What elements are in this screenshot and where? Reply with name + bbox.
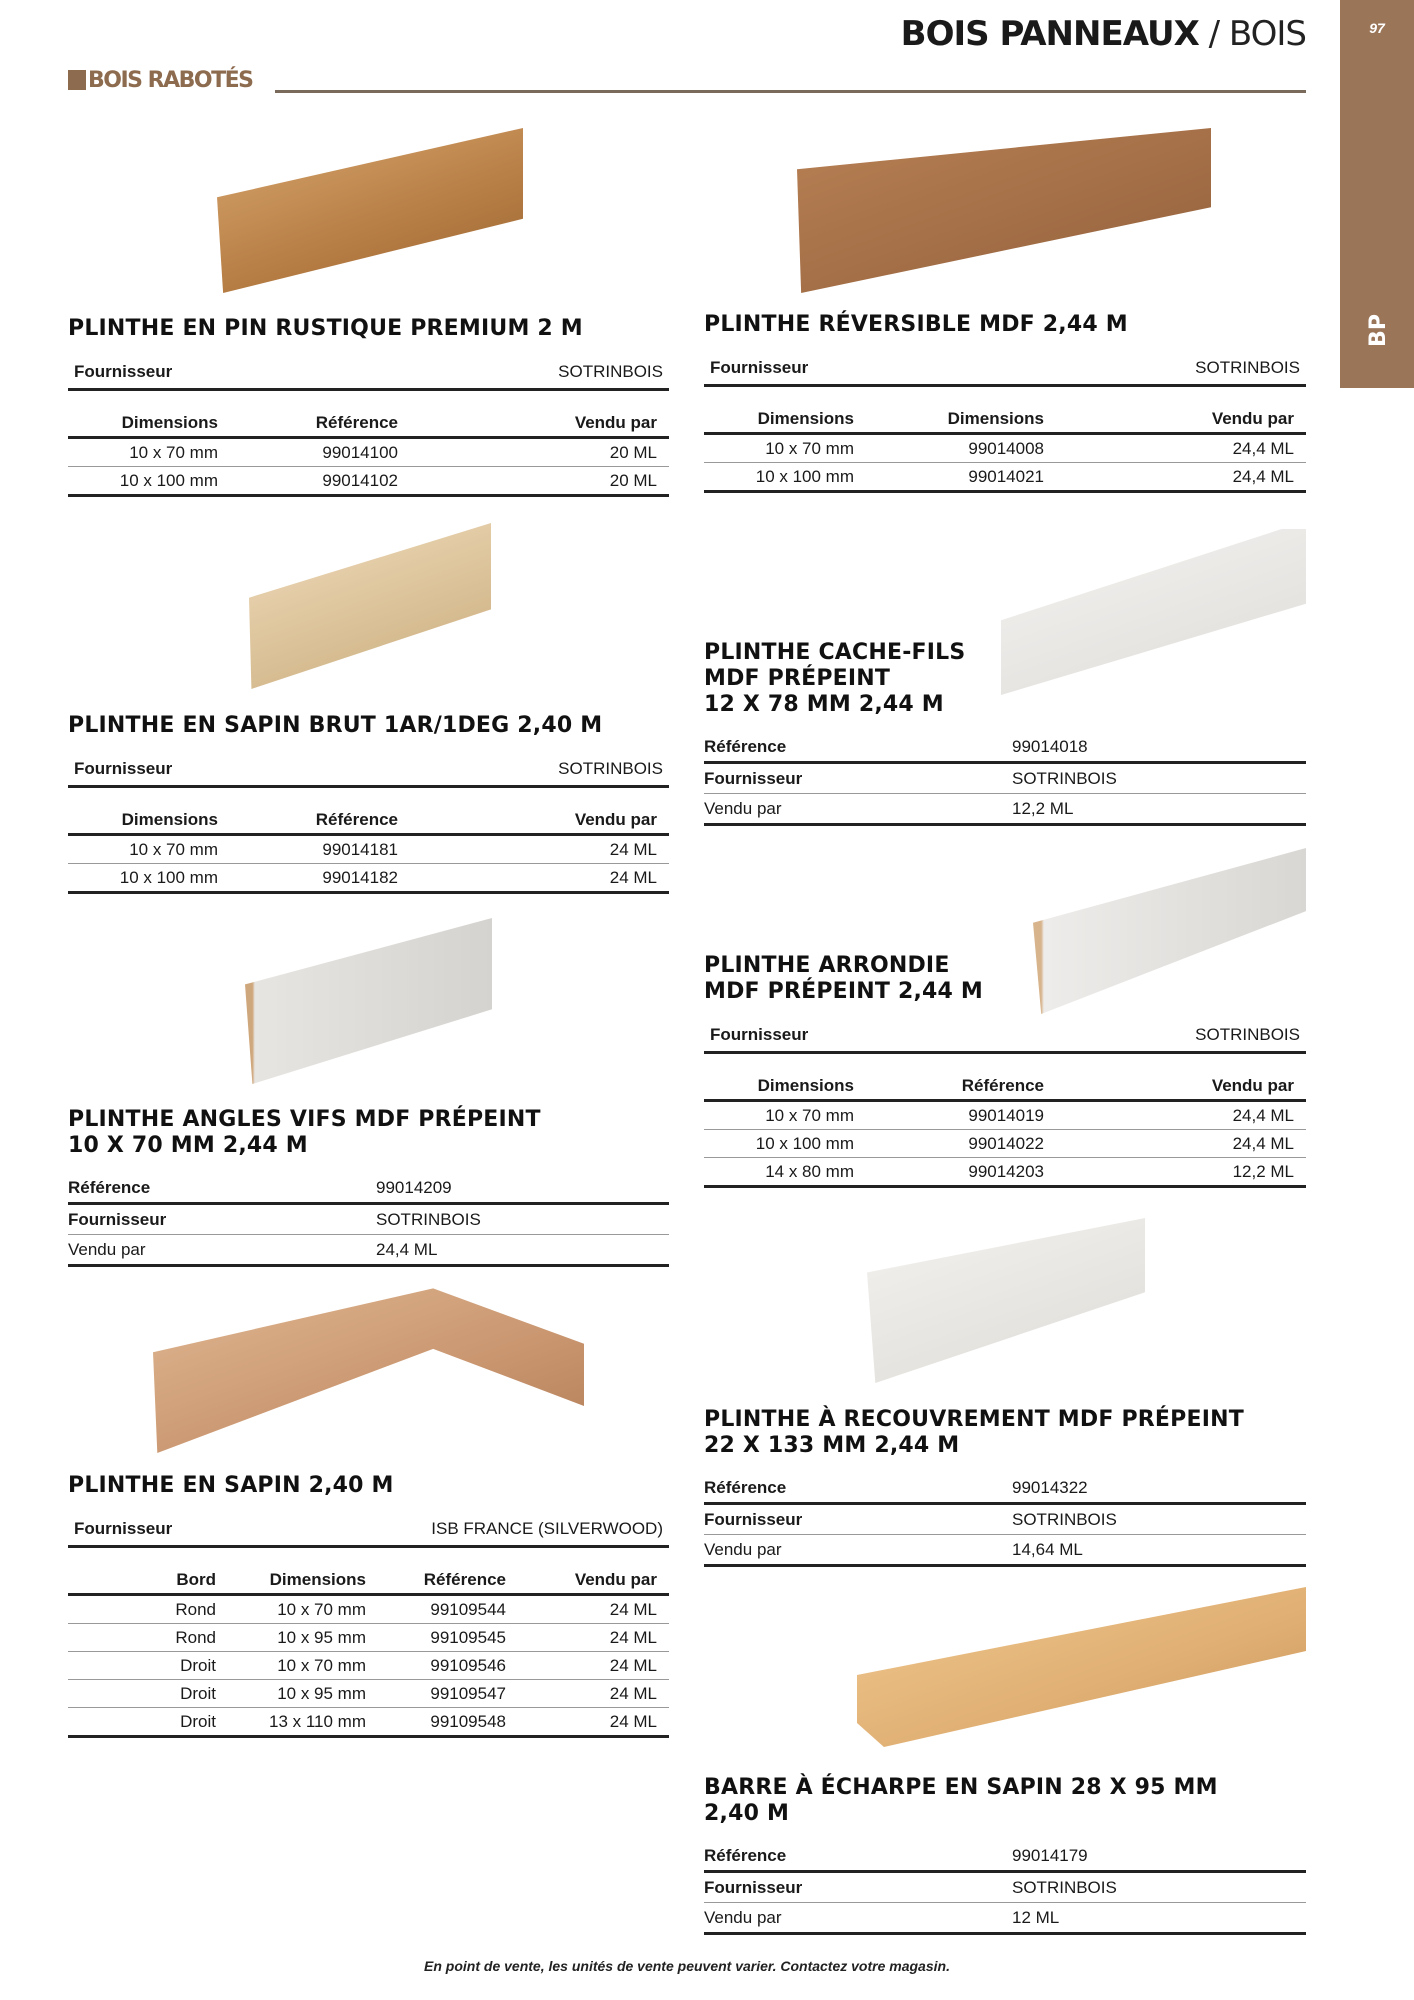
spec-label: Vendu par [704, 798, 782, 818]
table-cell: 10 x 100 mm [119, 470, 218, 490]
table-cell: 24,4 ML [1232, 438, 1294, 458]
table-cell: 99014021 [968, 466, 1044, 486]
product-title-line: PLINTHE ARRONDIE [704, 953, 950, 978]
table-row [68, 836, 669, 864]
spec-label: Vendu par [68, 1239, 146, 1259]
spec-label: Fournisseur [704, 1877, 803, 1897]
product-title-line: PLINTHE EN SAPIN BRUT 1AR/1DEG 2,40 M [68, 713, 603, 738]
header-title-light: BOIS [1228, 14, 1306, 54]
column-header: Vendu par [1211, 408, 1294, 428]
table-row [68, 1708, 669, 1738]
table-cell: 12,2 ML [1232, 1161, 1294, 1181]
table-cell: 99109545 [430, 1627, 506, 1647]
supplier-row [704, 352, 1306, 387]
product-title-line: 10 X 70 MM 2,44 M [68, 1133, 308, 1158]
table-cell: 10 x 100 mm [755, 1133, 854, 1153]
table-cell: 99109544 [430, 1599, 506, 1619]
product-image [245, 918, 492, 1084]
spec-row [704, 732, 1306, 764]
table-cell: 10 x 100 mm [755, 466, 854, 486]
table-header-row [68, 1566, 669, 1596]
column-header: Dimensions [757, 1075, 854, 1095]
table-row [68, 864, 669, 894]
spec-value: 99014209 [376, 1177, 452, 1197]
spec-row [68, 1173, 669, 1205]
table-row [704, 1102, 1306, 1130]
table-cell: 99109547 [430, 1683, 506, 1703]
supplier-label: Fournisseur [74, 1519, 173, 1538]
spec-value: SOTRINBOIS [376, 1209, 481, 1229]
supplier-value: SOTRINBOIS [1195, 358, 1300, 377]
table-cell: 10 x 70 mm [129, 839, 218, 859]
product-card [704, 312, 1306, 493]
table-cell: 10 x 70 mm [765, 438, 854, 458]
spec-label: Référence [704, 736, 787, 756]
table-cell: 24 ML [609, 1711, 657, 1731]
table-cell: 99014022 [968, 1133, 1044, 1153]
product-title-line: BARRE À ÉCHARPE EN SAPIN 28 X 95 MM [704, 1775, 1218, 1800]
spec-label: Référence [704, 1477, 787, 1497]
product-card [704, 953, 1306, 1188]
spec-row [704, 1903, 1306, 1935]
page-number: 97 [1369, 20, 1385, 36]
table-row [68, 1624, 669, 1652]
table-cell: Rond [175, 1599, 216, 1619]
product-title [704, 640, 1306, 718]
spec-label: Fournisseur [704, 768, 803, 788]
product-title-line: 22 X 133 MM 2,44 M [704, 1433, 960, 1458]
table-cell: 10 x 95 mm [277, 1627, 366, 1647]
product-image [217, 128, 523, 293]
product-table [68, 806, 669, 894]
table-cell: 13 x 110 mm [268, 1711, 366, 1731]
supplier-row [68, 1513, 669, 1548]
product-card [68, 1107, 669, 1267]
spec-value: SOTRINBOIS [1012, 768, 1117, 788]
spec-row [704, 1505, 1306, 1535]
table-cell: Rond [175, 1627, 216, 1647]
spacer [68, 1548, 669, 1566]
product-title-line: PLINTHE EN SAPIN 2,40 M [68, 1473, 394, 1498]
product-title-line: PLINTHE À RECOUVREMENT MDF PRÉPEINT [704, 1407, 1244, 1432]
spacer [704, 387, 1306, 405]
column-header: Vendu par [574, 412, 657, 432]
table-cell: 24 ML [609, 1599, 657, 1619]
spec-value: 99014018 [1012, 736, 1088, 756]
product-title-line: 2,40 M [704, 1801, 790, 1826]
table-cell: 24,4 ML [1232, 1105, 1294, 1125]
column-header: Vendu par [1211, 1075, 1294, 1095]
table-cell: 10 x 100 mm [119, 867, 218, 887]
supplier-value: SOTRINBOIS [558, 759, 663, 778]
spec-value: 12 ML [1012, 1907, 1060, 1927]
footer-note: En point de vente, les unités de vente peuvent varier. Contactez votre magasin. [424, 1958, 950, 1974]
product-title-line: MDF PRÉPEINT 2,44 M [704, 979, 983, 1004]
spec-label: Référence [704, 1845, 787, 1865]
product-spec-table [704, 732, 1306, 826]
section-heading [68, 68, 252, 93]
side-tab-code: BP [1365, 314, 1391, 347]
product-card [68, 713, 669, 894]
product-image [153, 1285, 584, 1453]
column-header: Vendu par [574, 809, 657, 829]
table-cell: 20 ML [609, 470, 657, 490]
supplier-row [704, 1019, 1306, 1054]
supplier-label: Fournisseur [74, 362, 173, 381]
section-title: BOIS RABOTÉS [88, 68, 253, 93]
table-row [704, 435, 1306, 463]
product-spec-table [68, 1173, 669, 1267]
table-cell: 99014182 [322, 867, 398, 887]
spec-row [704, 1473, 1306, 1505]
table-cell: 24 ML [609, 1683, 657, 1703]
table-cell: 24 ML [609, 1655, 657, 1675]
header-separator: / [1208, 14, 1220, 54]
spacer [704, 1054, 1306, 1072]
spec-value: 14,64 ML [1012, 1539, 1083, 1559]
spec-value: 99014179 [1012, 1845, 1088, 1865]
table-row [68, 1596, 669, 1624]
product-card [68, 1473, 669, 1738]
column-header: Référence [315, 809, 398, 829]
page-header [901, 14, 1306, 54]
product-title [68, 1107, 669, 1159]
product-table [68, 1566, 669, 1738]
product-title [68, 1473, 669, 1499]
table-row [68, 467, 669, 497]
spec-label: Référence [68, 1177, 151, 1197]
table-row [704, 1158, 1306, 1188]
column-header: Dimensions [757, 408, 854, 428]
table-row [68, 439, 669, 467]
column-header: Dimensions [947, 408, 1044, 428]
table-cell: 24 ML [609, 1627, 657, 1647]
spec-label: Vendu par [704, 1539, 782, 1559]
supplier-label: Fournisseur [74, 759, 173, 778]
product-card [704, 640, 1306, 826]
spec-row [68, 1235, 669, 1267]
spec-row [704, 764, 1306, 794]
table-cell: 99014100 [322, 442, 398, 462]
table-cell: 99014102 [322, 470, 398, 490]
column-header: Vendu par [574, 1569, 657, 1589]
column-header: Bord [176, 1569, 216, 1589]
product-title [704, 312, 1306, 338]
table-cell: 24,4 ML [1232, 466, 1294, 486]
supplier-value: SOTRINBOIS [1195, 1025, 1300, 1044]
table-cell: 10 x 95 mm [277, 1683, 366, 1703]
table-cell: 99109548 [430, 1711, 506, 1731]
spec-value: 24,4 ML [376, 1239, 438, 1259]
product-title [704, 953, 1306, 1005]
spec-row [68, 1205, 669, 1235]
table-cell: 10 x 70 mm [277, 1655, 366, 1675]
product-title-line: 12 X 78 MM 2,44 M [704, 692, 944, 717]
table-row [704, 1130, 1306, 1158]
supplier-label: Fournisseur [710, 1025, 809, 1044]
product-card [68, 316, 669, 497]
table-cell: Droit [180, 1683, 216, 1703]
table-cell: 24 ML [609, 839, 657, 859]
table-cell: 10 x 70 mm [277, 1599, 366, 1619]
section-square-marker [68, 70, 86, 90]
spacer [68, 788, 669, 806]
spec-row [704, 1535, 1306, 1567]
spec-row [704, 1841, 1306, 1873]
product-title [68, 713, 669, 739]
supplier-row [68, 356, 669, 391]
product-image [867, 1218, 1145, 1383]
table-cell: Droit [180, 1655, 216, 1675]
spec-row [704, 1873, 1306, 1903]
product-title-line: MDF PRÉPEINT [704, 666, 891, 691]
table-cell: 99014008 [968, 438, 1044, 458]
table-cell: 20 ML [609, 442, 657, 462]
product-spec-table [704, 1473, 1306, 1567]
product-table [68, 409, 669, 497]
column-header: Référence [315, 412, 398, 432]
product-card [704, 1775, 1306, 1935]
spec-value: SOTRINBOIS [1012, 1509, 1117, 1529]
section-divider [275, 90, 1306, 93]
product-title [68, 316, 669, 342]
spec-label: Vendu par [704, 1907, 782, 1927]
table-cell: Droit [180, 1711, 216, 1731]
product-title-line: PLINTHE EN PIN RUSTIQUE PREMIUM 2 M [68, 316, 583, 341]
product-card [704, 1407, 1306, 1567]
product-title [704, 1407, 1306, 1459]
column-header: Dimensions [269, 1569, 366, 1589]
spec-label: Fournisseur [704, 1509, 803, 1529]
table-cell: 99109546 [430, 1655, 506, 1675]
spec-label: Fournisseur [68, 1209, 167, 1229]
table-header-row [68, 806, 669, 836]
table-header-row [68, 409, 669, 439]
column-header: Référence [423, 1569, 506, 1589]
table-cell: 10 x 70 mm [129, 442, 218, 462]
column-header: Dimensions [121, 412, 218, 432]
column-header: Dimensions [121, 809, 218, 829]
column-header: Référence [961, 1075, 1044, 1095]
product-image [797, 128, 1211, 293]
table-row [68, 1680, 669, 1708]
table-row [68, 1652, 669, 1680]
spec-value: SOTRINBOIS [1012, 1877, 1117, 1897]
product-spec-table [704, 1841, 1306, 1935]
table-cell: 99014019 [968, 1105, 1044, 1125]
spec-row [704, 794, 1306, 826]
supplier-value: ISB FRANCE (SILVERWOOD) [431, 1519, 663, 1538]
supplier-value: SOTRINBOIS [558, 362, 663, 381]
header-title-bold: BOIS PANNEAUX [900, 14, 1199, 54]
table-cell: 99014203 [968, 1161, 1044, 1181]
table-cell: 99014181 [322, 839, 398, 859]
product-title-line: PLINTHE ANGLES VIFS MDF PRÉPEINT [68, 1107, 541, 1132]
supplier-label: Fournisseur [710, 358, 809, 377]
product-title-line: PLINTHE CACHE-FILS [704, 640, 966, 665]
supplier-row [68, 753, 669, 788]
table-cell: 10 x 70 mm [765, 1105, 854, 1125]
table-header-row [704, 1072, 1306, 1102]
product-image [857, 1587, 1306, 1747]
product-table [704, 1072, 1306, 1188]
table-cell: 24 ML [609, 867, 657, 887]
product-title-line: PLINTHE RÉVERSIBLE MDF 2,44 M [704, 312, 1128, 337]
table-cell: 24,4 ML [1232, 1133, 1294, 1153]
spec-value: 99014322 [1012, 1477, 1088, 1497]
table-cell: 14 x 80 mm [765, 1161, 854, 1181]
product-title [704, 1775, 1306, 1827]
product-table [704, 405, 1306, 493]
product-image [249, 523, 491, 689]
table-header-row [704, 405, 1306, 435]
spacer [68, 391, 669, 409]
spec-value: 12,2 ML [1012, 798, 1074, 818]
table-row [704, 463, 1306, 493]
